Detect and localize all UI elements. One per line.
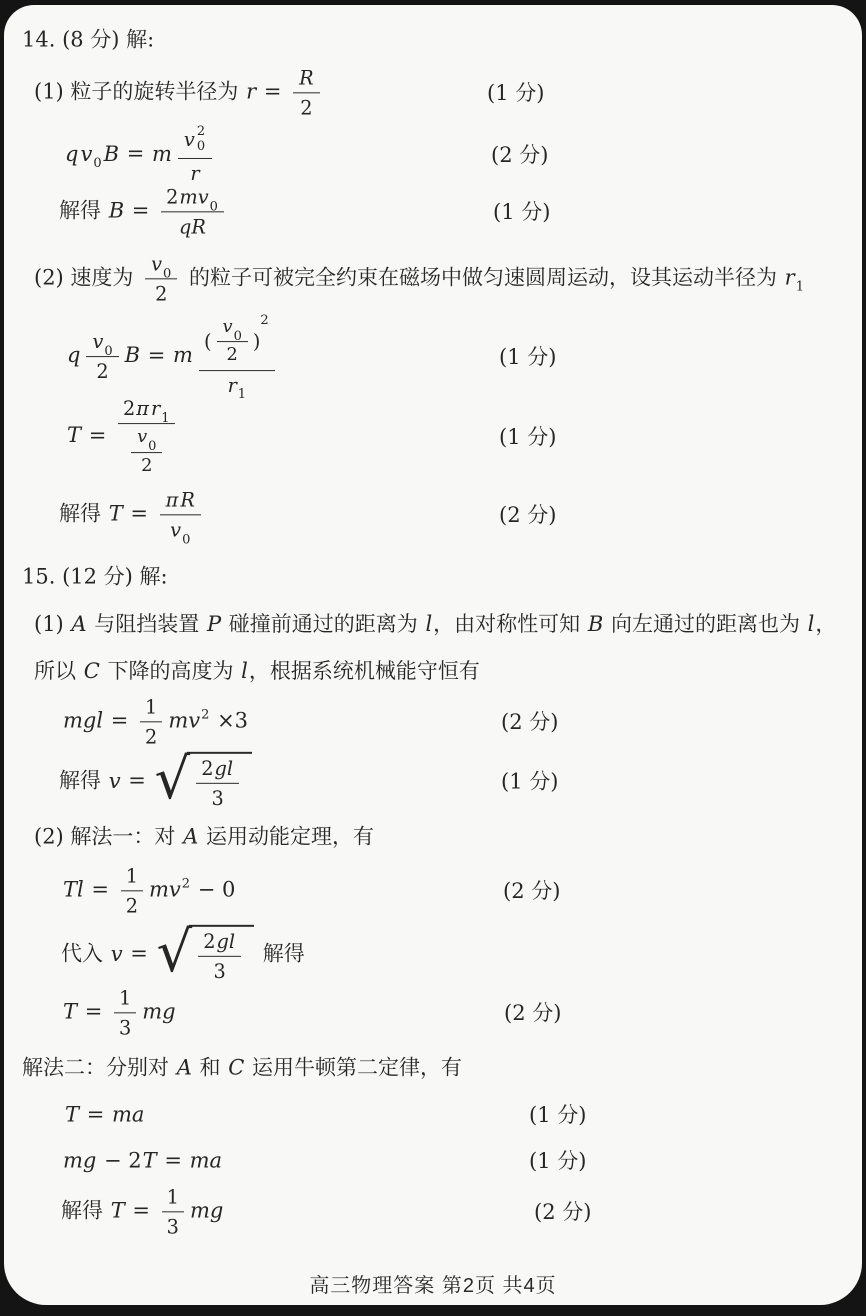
text-token: 解得 [59,501,108,526]
variable-token: r [150,397,161,421]
text-token: = [78,999,109,1024]
fraction-denominator [150,280,172,306]
text-token: 1 [145,695,158,719]
text-token: ，由对称性可知 [433,612,587,636]
fraction-denominator [173,213,212,239]
variable-token: C [83,659,100,683]
subscript-token: 1 [795,279,804,295]
text-token: 解得 [59,768,108,793]
square-root [154,747,253,813]
fraction-denominator [184,159,205,185]
text-token: 2 [203,929,216,953]
q15-method2 [4,1053,862,1082]
fraction-denominator [208,957,230,983]
text-token: 解法二：分别对 [22,1055,176,1080]
fraction-denominator [222,342,243,366]
text-token: 向左通过的距离也为 [604,612,807,636]
q15-substitute-v [4,920,862,986]
text-token: = [120,141,151,166]
variable-token: T [110,1198,125,1223]
variable-token: qR [179,215,206,239]
variable-token: m [152,141,172,166]
superscript-token: 2 [181,876,191,892]
q14-formula-half-speed [4,313,862,403]
text-token: (2) 速度为 [34,265,141,290]
subscript-token: 0 [104,343,113,359]
radical-sign: √ [156,920,193,986]
text-token: 1 [125,864,138,888]
subscript-token: 1 [161,410,170,426]
variable-token: m [173,343,193,368]
text-token: 代入 [61,941,110,966]
text-token: 2 [226,345,238,366]
variable-token: v [108,768,121,793]
fraction [86,330,118,383]
text-token: 15. (12 分) 解: [22,564,168,589]
text-token: 3 [213,960,226,983]
score-label: (2 分) [501,709,559,734]
subscript-token: 0 [163,265,172,281]
subscript-token: 0 [233,328,242,344]
variable-token: gl [216,929,236,953]
text-token: 2 [145,725,158,749]
variable-token: mg [142,999,176,1024]
text-token: 2 [155,282,168,306]
variable-token: q [65,141,79,166]
q15-part2-method1 [4,822,862,851]
variable-token: π [165,488,179,512]
radical-sign: √ [154,747,191,813]
variable-token: mv [148,877,181,902]
text-token: (2) 解法一：对 [34,824,183,849]
variable-token: v [80,141,93,166]
score-label: (1 分) [529,1102,587,1127]
fraction-numerator [198,930,241,957]
superscript-token: 2 [201,707,210,723]
fraction [118,397,176,477]
q14-part1-radius [4,66,862,119]
variable-token: T [63,999,78,1024]
text-token: 2 [300,96,313,120]
q15-newton-A [4,1100,862,1129]
q14-header [4,25,862,54]
variable-token: r [227,373,237,397]
subscript-token: 0 [93,155,102,171]
fraction [114,986,136,1039]
variable-token: q [67,343,81,368]
superscript-token: 2 [260,313,269,329]
text-token: 与阻挡装置 [87,612,206,636]
text-token: = [125,198,157,223]
score-label: (1 分) [499,344,557,369]
text-token: = [157,1148,189,1173]
fraction-numerator [178,125,212,159]
text-token: 1 [118,986,132,1010]
variable-token: l [425,612,433,636]
score-label: (2 分) [499,502,557,527]
fraction-denominator [295,94,317,120]
text-token: ×3 [210,708,249,733]
fraction [162,1185,184,1238]
answer-sheet [4,5,862,1305]
score-label: (2 分) [503,878,561,903]
text-token: 和 [192,1055,228,1080]
fraction-denominator [121,892,143,918]
fraction-denominator [206,784,228,810]
variable-token: P [206,612,222,636]
score-label: (2 分) [534,1199,592,1224]
text-token: 解得 [61,1198,110,1223]
variable-token: T [142,1148,157,1173]
fraction [198,930,241,983]
q14-part2-statement [4,252,862,305]
fraction [293,66,320,119]
text-token: 1 [166,1185,179,1209]
variable-token: B [103,141,120,166]
variable-token: R [180,488,195,512]
fraction-numerator [114,986,136,1013]
text-token: = [141,343,173,368]
fraction [140,695,162,748]
text-token: = [82,423,113,448]
variable-token: B [587,612,604,636]
subscript-token: 0 [196,138,206,154]
variable-token: B [108,198,125,223]
text-token: 2 [141,455,153,476]
variable-token: r [246,79,257,104]
variable-token: l [241,659,248,683]
fraction-numerator [145,252,177,279]
variable-token: mv [179,185,209,209]
fraction-denominator [136,453,157,477]
variable-token: v [110,941,123,966]
variable-token: mgl [63,708,104,733]
fraction-numerator [161,185,224,212]
text-token: = [121,768,153,793]
score-label: (1 分) [493,199,551,224]
q15-energy-equation [4,695,862,748]
variable-token: mv [168,708,201,733]
variable-token: T [65,1102,80,1127]
text-token: = [123,941,155,966]
text-token: ，根据系统机械能守恒有 [248,659,480,683]
text-token: − 0 [191,877,236,902]
text-token: ) [252,330,261,354]
q15-tension-result1 [4,986,862,1039]
variable-token: v [137,427,148,448]
fraction [131,427,162,477]
fraction-denominator [91,357,113,383]
variable-token: v [222,317,233,338]
fraction-numerator [217,317,248,342]
text-token: 2 [96,360,109,384]
text-token: 14. (8 分) 解: [22,27,155,52]
fraction-numerator [162,1185,184,1212]
fraction [161,185,224,238]
variable-token: v [170,518,182,542]
variable-token: π [136,397,149,421]
text-token: = [84,877,116,902]
fraction-denominator [114,1014,136,1040]
text-token: = [80,1102,111,1127]
radicand [187,752,252,812]
variable-token: r [190,161,200,185]
text-token: 解得 [59,198,108,223]
variable-token: T [67,423,82,448]
q15-header [4,562,862,591]
fraction [121,864,143,917]
fraction-denominator [121,424,172,477]
fraction-numerator [196,757,239,784]
fraction [178,125,212,185]
text-token: = [123,501,155,526]
variable-token: r [784,265,795,290]
q15-newton-C [4,1146,862,1175]
variable-token: v [183,128,195,152]
text-token: 的粒子可被完全约束在磁场中做匀速圆周运动，设其运动半径为 [182,265,784,290]
fraction [196,757,239,810]
fraction-numerator [118,397,176,424]
text-token: 3 [118,1016,132,1040]
variable-token: l [807,612,815,636]
q14-formula-lorentz [4,125,862,185]
text-token: 2 [201,756,214,780]
subscript-token: 1 [237,387,247,403]
text-token: 解得 [256,941,305,966]
text-token: 2 [166,185,179,209]
score-label: (1 分) [501,769,559,794]
fraction-numerator [160,488,201,515]
fraction-denominator [162,1213,184,1239]
supsub-stack [197,125,205,155]
fraction-numerator [199,313,275,371]
q14-formula-period [4,397,862,477]
variable-token: v [92,330,104,354]
square-root [156,920,255,986]
text-token: 运用动能定理，有 [199,824,374,849]
text-token: 3 [166,1215,179,1239]
score-label: (1 分) [487,80,545,105]
score-label: (1 分) [499,424,557,449]
text-token: 2 [122,397,136,421]
fraction [160,488,201,548]
text-token: = [257,79,289,104]
q15-work-energy [4,864,862,917]
variable-token: A [71,612,87,636]
subscript-token: 0 [148,438,157,454]
variable-token: T [108,501,123,526]
text-token: 2 [125,894,138,918]
score-label: (2 分) [491,142,549,167]
text-token: 碰撞前通过的距离为 [222,612,425,636]
radicand [189,925,254,985]
subscript-token: 0 [209,198,218,214]
text-token: = [104,708,136,733]
variable-token: gl [214,756,234,780]
variable-token: mg [63,1148,97,1173]
subscript-token: 0 [182,532,191,548]
variable-token: ma [189,1148,223,1173]
q14-solve-B [4,185,862,238]
variable-token: mg [189,1198,224,1223]
q15-solve-v [4,747,862,813]
variable-token: B [124,343,141,368]
fraction-numerator [131,427,162,452]
fraction-numerator [86,330,118,357]
score-label: (1 分) [529,1148,587,1173]
q15-part1-statement [4,601,846,695]
fraction-numerator [140,695,162,722]
fraction-denominator [222,371,253,403]
text-token: ，所以 [34,612,837,683]
superscript-token: 2 [196,123,206,139]
fraction [145,252,177,305]
score-label: (2 分) [504,1000,562,1025]
fraction-denominator [164,516,196,548]
variable-token: A [183,824,199,849]
variable-token: v [151,252,163,276]
variable-token: R [299,66,314,90]
text-token: ( [203,330,212,354]
page-footer: 高三物理答案 第2页 共4页 [309,1275,557,1297]
fraction [217,317,248,367]
text-token: (1) [34,612,71,636]
fraction-numerator [293,66,320,93]
q15-tension-result2 [4,1185,862,1238]
fraction-denominator [140,723,162,749]
variable-token: C [228,1055,245,1080]
fraction [199,313,275,403]
text-token: = [125,1198,157,1223]
text-token: 运用牛顿第二定律，有 [245,1055,462,1080]
fraction-numerator [121,864,143,891]
q14-solve-T [4,488,862,548]
text-token: 下降的高度为 [100,659,241,683]
variable-token: A [176,1055,192,1080]
text-token: (1) 粒子的旋转半径为 [34,79,246,104]
variable-token: ma [111,1102,145,1127]
text-token: − 2 [97,1148,142,1173]
variable-token: Tl [63,877,84,902]
text-token: 3 [211,787,224,810]
